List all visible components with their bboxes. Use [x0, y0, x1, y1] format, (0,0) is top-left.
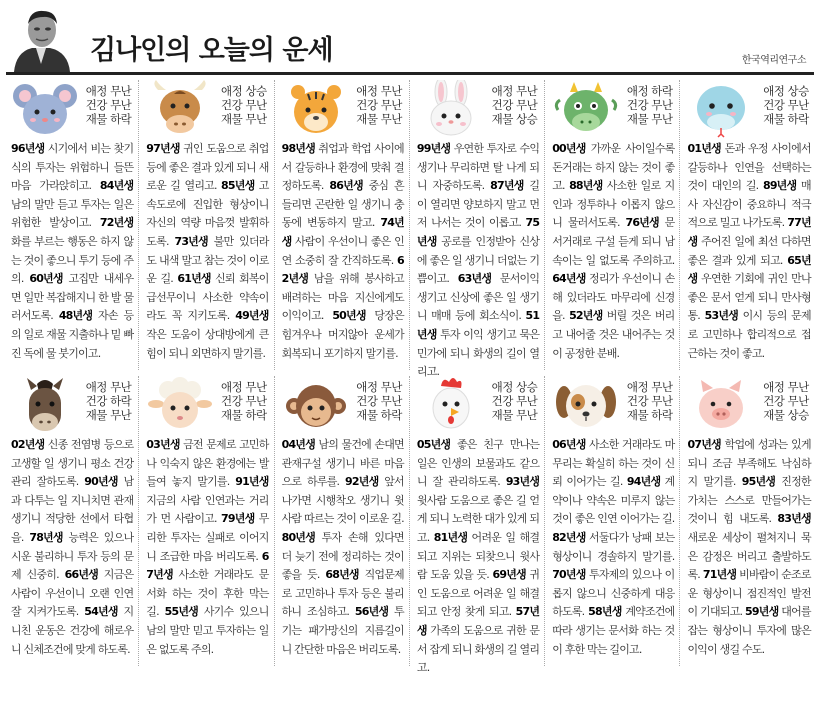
fortune-rating: 애정 무난: [85, 84, 132, 98]
birth-year-label: 88년생: [569, 179, 603, 193]
fortune-rating: 애정 무난: [356, 380, 402, 394]
horoscope-sentence: 계약조건에 따라 생기는 문서화 하는 것이 후한 막는 길이고.: [552, 605, 675, 656]
horoscope-sentence: 불만 있더라도 내색 말고 참는 것이 이로운 길.: [146, 234, 269, 286]
horoscope-sentence: 고집만 내세우면 일만 복잡해지니 한 발 물러서도록.: [11, 272, 134, 323]
zodiac-card-sheep: [139, 376, 274, 666]
birth-year-label: 92년생: [345, 475, 379, 489]
fortune-rating: 건강 무난: [491, 394, 538, 408]
horoscope-sentence: 화를 부르는 행동은 하지 않는 것이 좋으니 투기 등에 주의.: [11, 234, 134, 286]
horoscope-text: [11, 436, 133, 659]
birth-year-label: 93년생: [505, 475, 540, 489]
horoscope-sentence: 버릴 것은 버리고 내어줄 것은 내어주는 것이 공정한 분배.: [552, 309, 675, 360]
dragon-icon: [552, 80, 620, 138]
horoscope-sentence: 사람이 우선이니 좋은 인연 소중히 잘 간직하도록.: [281, 234, 404, 267]
birth-year-label: 91년생: [235, 475, 269, 489]
horoscope-text: [417, 436, 539, 678]
horoscope-grid: [4, 80, 816, 675]
fortune-rating: 건강 무난: [626, 98, 673, 112]
zodiac-row: [4, 376, 816, 675]
dog-icon: [552, 376, 620, 434]
fortune-ratings: [492, 84, 538, 126]
horoscope-sentence: 학업에 성과는 있게 되니 조금 부족해도 낙심하지 말기를.: [687, 438, 811, 489]
zodiac-card-rat: [4, 80, 139, 370]
fortune-rating: 애정 무난: [491, 84, 538, 98]
birth-year-label: 62년생: [281, 253, 404, 286]
zodiac-card-dragon: [545, 80, 680, 370]
horoscope-sentence: 고속도로에 진입한 형상이니 자신의 역량 마음껏 발휘하도록.: [146, 179, 269, 248]
fortune-rating: 재물 상승: [763, 408, 809, 422]
birth-year-label: 01년생: [687, 142, 721, 155]
horoscope-sentence: 신뢰 회복이 급선무이니 사소한 약속이라도 꼭 지키도록.: [146, 272, 269, 323]
fortune-rating: 재물 하락: [763, 112, 809, 126]
horoscope-sentence: 자손 등의 일로 재물 지출하나 밑 빠진 독에 물 붓기이고.: [11, 309, 134, 360]
horoscope-sentence: 금전 문제로 고민하나 익숙지 않은 환경에는 발 들여 놓지 말기를.: [146, 438, 269, 489]
horoscope-sentence: 무리한 투자는 실패로 이어지니 조급한 마음 버리도록.: [146, 512, 269, 563]
zodiac-card-monkey: [275, 376, 410, 666]
birth-year-label: 50년생: [332, 309, 366, 323]
card-header: [146, 80, 268, 138]
horoscope-sentence: 어려운 일 해결되고 지위는 되찾으니 윗사람 도움 있을 듯.: [416, 530, 540, 582]
birth-year-label: 06년생: [552, 438, 586, 451]
birth-year-label: 56년생: [354, 605, 389, 619]
birth-year-label: 77년생: [687, 216, 811, 248]
horoscope-sentence: 새로운 세상이 펼쳐지니 묵은 감정은 버리고 출발하도록.: [687, 530, 811, 582]
horoscope-sentence: 귀인 도움으로 어려운 일 해결되고 안정 찾게 되고.: [416, 568, 540, 619]
horoscope-sentence: 정리가 우선이니 손해 있더라도 마무리에 신경을.: [552, 272, 675, 323]
fortune-rating: 애정 무난: [356, 84, 402, 98]
horoscope-text: [687, 436, 810, 659]
card-header: [282, 376, 404, 434]
horoscope-sentence: 지금은 사람이 우선이니 오랜 인연 잘 지켜가도록.: [11, 568, 134, 619]
birth-year-label: 75년생: [416, 216, 540, 248]
horoscope-sentence: 좋은 친구 만나는 일은 인생의 보물과도 같으니 잘 관리하도록.: [416, 438, 540, 489]
horoscope-text: [552, 436, 674, 659]
birth-year-label: 49년생: [235, 309, 269, 323]
author-portrait-image: [6, 6, 76, 72]
fortune-rating: 건강 하락: [85, 394, 132, 408]
horoscope-text: [417, 140, 539, 382]
card-header: [11, 80, 133, 138]
birth-year-label: 58년생: [588, 605, 622, 619]
birth-year-label: 60년생: [29, 272, 63, 286]
fortune-ratings: [86, 380, 132, 422]
horoscope-sentence: 진정한 가치는 스스로 만들어가는 것이니 힘 내도록.: [687, 475, 811, 526]
fortune-ratings: [627, 84, 673, 126]
horoscope-sentence: 투기는 패가망신의 지름길이니 간단한 마음은 버리도록.: [281, 605, 404, 656]
horoscope-sentence: 문서거래로 구설 듣게 되니 남 속이는 일 없도록 주의하고.: [552, 216, 675, 267]
fortune-rating: 애정 상승: [763, 84, 809, 98]
fortune-rating: 애정 무난: [626, 380, 673, 394]
snake-icon: [687, 80, 755, 138]
card-header: [552, 376, 674, 434]
birth-year-label: 53년생: [704, 309, 738, 323]
horoscope-sentence: 투자 손해 있다면 더 늦기 전에 정리하는 것이 좋을 듯.: [281, 530, 404, 582]
birth-year-label: 54년생: [84, 605, 118, 619]
fortune-rating: 애정 상승: [221, 84, 267, 98]
fortune-rating: 건강 무난: [626, 394, 673, 408]
birth-year-label: 87년생: [490, 179, 524, 193]
card-header: [552, 80, 674, 138]
birth-year-label: 85년생: [221, 179, 255, 193]
birth-year-label: 96년생: [11, 142, 45, 155]
birth-year-label: 94년생: [626, 475, 661, 489]
fortune-ratings: [627, 380, 673, 422]
horoscope-sentence: 직업문제로 고민하나 투자 등은 불리하니 조심하고.: [281, 568, 404, 619]
horoscope-sentence: 신종 전염병 등으로 고생할 일 생기니 평소 건강관리 잘하도록.: [11, 438, 134, 489]
rat-icon: [11, 80, 79, 138]
horoscope-sentence: 우연한 기회에 귀인 만나 좋은 문서 얻게 되니 만사형통.: [687, 272, 811, 323]
birth-year-label: 90년생: [84, 475, 118, 489]
horoscope-sentence: 공로를 인정받아 신상에 좋은 일 생기니 더없는 기쁨이고.: [416, 234, 540, 286]
rooster-icon: [417, 376, 485, 434]
fortune-ratings: [86, 84, 132, 126]
birth-year-label: 61년생: [177, 272, 211, 286]
horoscope-sentence: 투자제의 있으나 이롭지 않으니 신중하게 대응하도록.: [552, 568, 675, 619]
birth-year-label: 63년생: [457, 272, 492, 286]
horoscope-sentence: 지니친 운동은 건강에 해로우니 신체조건에 맞게 하도록.: [11, 605, 134, 656]
birth-year-label: 57년생: [416, 605, 540, 637]
card-header: [417, 376, 539, 434]
fortune-rating: 건강 무난: [356, 394, 402, 408]
fortune-rating: 재물 무난: [491, 408, 538, 422]
birth-year-label: 65년생: [687, 253, 811, 286]
card-header: [687, 80, 810, 138]
birth-year-label: 97년생: [146, 142, 180, 155]
birth-year-label: 95년생: [741, 475, 776, 489]
birth-year-label: 76년생: [625, 216, 659, 230]
birth-year-label: 72년생: [99, 216, 134, 230]
birth-year-label: 52년생: [569, 309, 603, 323]
zodiac-card-horse: [4, 376, 139, 666]
horoscope-sentence: 시기에서 비는 찾기 식의 투자는 위험하니 들뜬 마음 가라앉히고.: [11, 142, 134, 193]
horoscope-sentence: 비바람이 순조로운 형상이니 점진적인 발전이 기대되고.: [687, 568, 811, 619]
horoscope-sentence: 사소한 거래라도 마무리는 확실히 하는 것이 신뢰 이어가는 길.: [552, 438, 675, 489]
zodiac-row: [4, 80, 816, 379]
birth-year-label: 98년생: [281, 142, 315, 155]
fortune-rating: 건강 무난: [221, 98, 267, 112]
horoscope-sentence: 대어를 잡는 형상이니 투자에 많은 이익이 생길 수도.: [687, 605, 811, 656]
horoscope-sentence: 계약이나 약속은 미루지 않는 것이 좋은 인연 이어가는 길.: [552, 475, 675, 526]
horoscope-text: [146, 140, 268, 363]
card-header: [417, 80, 539, 138]
birth-year-label: 04년생: [281, 438, 315, 451]
birth-year-label: 80년생: [281, 530, 315, 544]
fortune-rating: 재물 하락: [85, 112, 132, 126]
fortune-rating: 재물 무난: [85, 408, 132, 422]
card-header: [146, 376, 268, 434]
birth-year-label: 81년생: [433, 530, 468, 544]
fortune-rating: 애정 하락: [626, 84, 673, 98]
horoscope-text: [282, 140, 404, 363]
horoscope-sentence: 문서이익 생기고 신상에 좋은 일 생기니 매매 등에 회소식이.: [416, 272, 540, 323]
page-title: 김나인의 오늘의 운세: [90, 35, 333, 66]
horoscope-sentence: 투자 이익 생기고 묵은 민가에 되니 화생의 길이 열리고.: [416, 327, 540, 379]
fortune-rating: 건강 무난: [763, 98, 809, 112]
birth-year-label: 82년생: [552, 530, 586, 544]
birth-year-label: 00년생: [552, 142, 586, 155]
page-header: [0, 0, 820, 74]
zodiac-card-ox: [139, 80, 274, 370]
horoscope-sentence: 주어진 일에 최선 다하면 좋은 결과 있게 되고.: [687, 234, 811, 267]
birth-year-label: 70년생: [552, 568, 586, 582]
birth-year-label: 83년생: [777, 512, 811, 526]
fortune-rating: 재물 하락: [626, 408, 673, 422]
horoscope-sentence: 취업과 학업 사이에서 갈등하나 환경에 맞춰 결정하도록.: [281, 142, 404, 193]
fortune-ratings: [763, 380, 809, 422]
horoscope-text: [687, 140, 810, 363]
fortune-rating: 재물 무난: [626, 112, 673, 126]
fortune-rating: 재물 하락: [221, 408, 267, 422]
tiger-icon: [282, 80, 350, 138]
header-rule: [6, 72, 814, 75]
pig-icon: [687, 376, 755, 434]
horoscope-sentence: 지금의 사람 인연과는 거리가 먼 사람이고.: [146, 493, 269, 526]
horoscope-sentence: 가족의 도움으로 귀한 문서 잡게 되니 화생의 길 열리고.: [416, 623, 540, 675]
birth-year-label: 68년생: [325, 568, 359, 582]
fortune-rating: 재물 무난: [221, 112, 267, 126]
horse-icon: [11, 376, 79, 434]
horoscope-sentence: 사소한 거래라도 문서화 하는 것이 후한 막는 길.: [146, 568, 269, 619]
horoscope-sentence: 매사 자신감이 중요하니 적극적으로 밀고 나가도록.: [687, 179, 811, 230]
fortune-rating: 재물 무난: [356, 112, 402, 126]
horoscope-sentence: 능력은 있으나 시운 불리하니 투자 등의 문제 신중히.: [11, 530, 134, 582]
horoscope-sentence: 앞서나가면 시행착오 생기니 윗사람 따르는 것이 이로운 길.: [281, 475, 404, 526]
zodiac-card-dog: [545, 376, 680, 666]
birth-year-label: 67년생: [146, 549, 269, 582]
monkey-icon: [282, 376, 350, 434]
horoscope-sentence: 귀인 도움으로 취업 등에 좋은 결과 있게 되니 새로운 길 열리고.: [146, 142, 269, 193]
birth-year-label: 48년생: [58, 309, 93, 323]
zodiac-card-tiger: [275, 80, 410, 370]
horoscope-sentence: 당장은 힘겨우나 머지않아 운세가 회복되니 포기하지 말기를.: [281, 309, 404, 360]
fortune-rating: 애정 무난: [763, 380, 809, 394]
horoscope-sentence: 남의 물건에 손대면 관재구설 생기니 바른 마음으로 하루를.: [281, 438, 404, 489]
horoscope-text: [11, 140, 133, 363]
horoscope-sentence: 남을 위해 봉사하고 배려하는 마음 지신에게도 이익이고.: [281, 272, 404, 323]
source-label: 한국역리연구소: [741, 55, 806, 66]
horoscope-text: [282, 436, 404, 659]
horoscope-sentence: 돈과 우정 사이에서 갈등하나 인연을 선택하는 것이 대인의 길.: [687, 142, 811, 193]
horoscope-sentence: 우연한 투자로 수익 생기나 무리하면 탈 나게 되니 자중하도록.: [416, 142, 540, 193]
birth-year-label: 07년생: [687, 438, 721, 451]
birth-year-label: 89년생: [762, 179, 797, 193]
card-header: [687, 376, 810, 434]
birth-year-label: 66년생: [64, 568, 98, 582]
horoscope-sentence: 이시 등의 문제로 고민하나 합리적으로 접근하는 것이 좋고.: [687, 309, 811, 360]
birth-year-label: 73년생: [174, 234, 208, 248]
horoscope-sentence: 윗사람 도움으로 좋은 길 얻게 되니 노력한 대가 있게 되고.: [416, 493, 540, 544]
birth-year-label: 69년생: [492, 568, 526, 582]
card-header: [282, 80, 404, 138]
fortune-ratings: [356, 380, 402, 422]
fortune-rating: 건강 무난: [763, 394, 809, 408]
rabbit-icon: [417, 80, 485, 138]
fortune-ratings: [221, 380, 267, 422]
horoscope-sentence: 가까운 사이일수록 돈거래는 하지 않는 것이 좋고.: [552, 142, 675, 193]
fortune-ratings: [492, 380, 538, 422]
birth-year-label: 03년생: [146, 438, 180, 451]
fortune-rating: 애정 상승: [491, 380, 538, 394]
fortune-rating: 건강 무난: [491, 98, 538, 112]
fortune-rating: 건강 무난: [85, 98, 132, 112]
ox-icon: [146, 80, 214, 138]
fortune-rating: 건강 무난: [221, 394, 267, 408]
horoscope-sentence: 남의 말만 듣고 투자는 일은 위험한 발상이고.: [11, 197, 134, 230]
zodiac-card-snake: [680, 80, 815, 370]
birth-year-label: 59년생: [745, 605, 779, 619]
horoscope-sentence: 중심 흔들리면 곤란한 일 생기니 충동에 변동하지 말고.: [281, 179, 404, 230]
fortune-rating: 애정 무난: [221, 380, 267, 394]
horoscope-sentence: 서둘다가 낭패 보는 형상이니 경솔하지 말기를.: [552, 530, 675, 563]
zodiac-card-rooster: [410, 376, 545, 675]
sheep-icon: [146, 376, 214, 434]
fortune-ratings: [763, 84, 809, 126]
birth-year-label: 74년생: [281, 216, 404, 248]
birth-year-label: 02년생: [11, 438, 45, 451]
birth-year-label: 51년생: [416, 309, 540, 341]
birth-year-label: 78년생: [29, 530, 63, 544]
birth-year-label: 79년생: [221, 512, 255, 526]
birth-year-label: 99년생: [416, 142, 451, 155]
zodiac-card-rabbit: [410, 80, 545, 379]
fortune-rating: 건강 무난: [356, 98, 402, 112]
fortune-rating: 재물 하락: [356, 408, 402, 422]
birth-year-label: 84년생: [99, 179, 134, 193]
birth-year-label: 64년생: [552, 272, 586, 286]
horoscope-text: [552, 140, 674, 363]
horoscope-text: [146, 436, 268, 659]
card-header: [11, 376, 133, 434]
horoscope-sentence: 사소한 일로 지인과 정투하나 이롭지 않으니 물러서도록.: [552, 179, 675, 230]
fortune-ratings: [221, 84, 267, 126]
birth-year-label: 55년생: [164, 605, 199, 619]
horoscope-sentence: 남과 다투는 일 지니치면 관재 생기니 적당한 선에서 타협을.: [11, 475, 134, 544]
horoscope-sentence: 길이 열리면 양보하지 말고 먼저 나서는 것이 이롭고.: [416, 179, 540, 230]
birth-year-label: 05년생: [416, 438, 451, 451]
fortune-ratings: [356, 84, 402, 126]
zodiac-card-pig: [680, 376, 815, 666]
horoscope-sentence: 작은 도움이 상대방에게 큰 힘이 되니 외면하지 말기를.: [146, 327, 269, 360]
birth-year-label: 86년생: [329, 179, 363, 193]
horoscope-sentence: 사기수 있으니 남의 말만 믿고 투자하는 일은 없도록 주의.: [146, 605, 269, 656]
birth-year-label: 71년생: [702, 568, 737, 582]
fortune-rating: 재물 상승: [491, 112, 538, 126]
fortune-rating: 애정 무난: [85, 380, 132, 394]
